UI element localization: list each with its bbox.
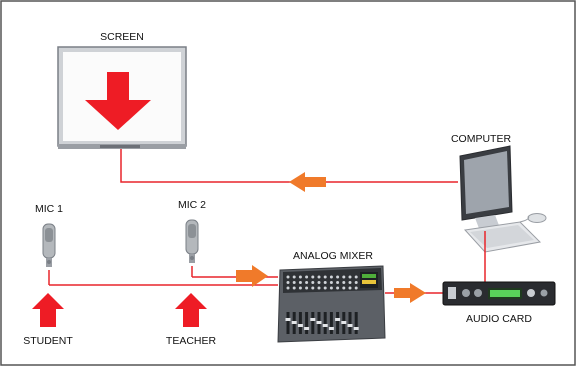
mixer-fader-cap xyxy=(329,327,334,330)
mixer-knob xyxy=(311,281,314,284)
screen-label: SCREEN xyxy=(100,31,144,43)
mixer-knob xyxy=(336,276,339,279)
mixer-knob xyxy=(330,281,333,284)
mixer-knob xyxy=(324,281,327,284)
mixer-knob xyxy=(293,276,296,279)
mixer-knob xyxy=(299,287,302,290)
mixer-knob xyxy=(355,281,358,284)
mixer-knob xyxy=(324,276,327,279)
mixer-knob xyxy=(299,276,302,279)
mixer-knob xyxy=(349,276,352,279)
computer-label: COMPUTER xyxy=(450,133,512,145)
screen-icon xyxy=(58,47,186,149)
mixer-fader-track xyxy=(330,312,333,334)
mixer-fader-cap xyxy=(354,327,359,330)
mixer-knob xyxy=(355,287,358,290)
mixer-knob xyxy=(336,287,339,290)
mixer-fader-cap xyxy=(348,324,353,327)
audio-card-icon xyxy=(443,282,555,305)
mixer-fader-cap xyxy=(323,324,328,327)
mixer-fader-track xyxy=(311,312,314,334)
mixer-knob xyxy=(293,287,296,290)
mixer-knob xyxy=(311,276,314,279)
mixer-fader-track xyxy=(349,312,352,334)
mixer-fader-track xyxy=(336,312,339,334)
student-label: STUDENT xyxy=(23,335,73,347)
mixer-icon xyxy=(278,266,385,342)
mixer-knob xyxy=(299,281,302,284)
mixer-knob xyxy=(336,281,339,284)
mixer-knob xyxy=(305,276,308,279)
mixer-knob xyxy=(305,281,308,284)
mixer-knob xyxy=(287,281,290,284)
mixer-fader-track xyxy=(305,312,308,334)
mixer-fader-cap xyxy=(292,321,297,324)
analog-mixer-label: ANALOG MIXER xyxy=(293,250,373,262)
mixer-knob xyxy=(342,276,345,279)
mixer-knob xyxy=(349,287,352,290)
teacher-label: TEACHER xyxy=(165,335,217,347)
mixer-fader-cap xyxy=(341,321,346,324)
mixer-fader-cap xyxy=(310,318,315,321)
mixer-knob xyxy=(349,281,352,284)
mixer-fader-track xyxy=(299,312,302,334)
mixer-knob xyxy=(324,287,327,290)
mixer-knob xyxy=(355,276,358,279)
mixer-knob xyxy=(330,276,333,279)
mixer-fader-track xyxy=(287,312,290,334)
mixer-fader-cap xyxy=(286,318,291,321)
mixer-knob xyxy=(287,287,290,290)
mixer-knob xyxy=(305,287,308,290)
mixer-fader-track xyxy=(355,312,358,334)
mixer-fader-cap xyxy=(335,318,340,321)
mixer-fader-cap xyxy=(304,327,309,330)
mixer-fader-track xyxy=(324,312,327,334)
mic2-label: MIC 2 xyxy=(177,199,207,211)
mixer-knob xyxy=(342,287,345,290)
audio-card-label: AUDIO CARD xyxy=(466,313,532,325)
mixer-knob xyxy=(293,281,296,284)
mixer-knob xyxy=(330,287,333,290)
mixer-knob xyxy=(318,281,321,284)
mixer-knob xyxy=(318,276,321,279)
mixer-fader-cap xyxy=(317,321,322,324)
mic1-label: MIC 1 xyxy=(34,203,64,215)
mixer-fader-cap xyxy=(298,324,303,327)
mixer-knob xyxy=(311,287,314,290)
mixer-knob xyxy=(342,281,345,284)
mixer-knob xyxy=(287,276,290,279)
mixer-knob xyxy=(318,287,321,290)
